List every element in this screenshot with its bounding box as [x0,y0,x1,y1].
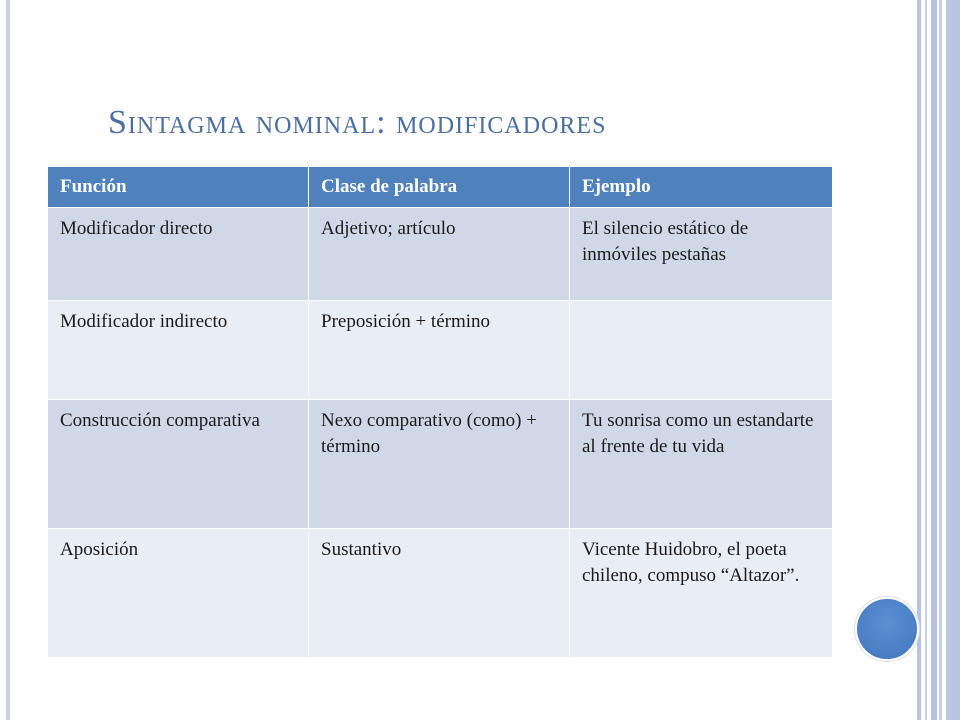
header-ejemplo: Ejemplo [570,167,833,208]
cell-clase: Preposición + término [309,301,570,400]
table-row [48,301,833,400]
decorative-stripe [925,0,927,720]
decorative-stripe [931,0,937,720]
header-clase-de-palabra: Clase de palabra [309,167,570,208]
decorative-stripe [917,0,921,720]
cell-ejemplo [570,301,833,400]
cell-clase: Sustantivo [309,529,570,658]
cell-funcion: Construcción comparativa [48,400,309,529]
cell-clase: Nexo comparativo (como) + término [309,400,570,529]
cell-clase: Adjetivo; artículo [309,208,570,301]
table-row [48,529,833,658]
slide-title: Sintagma nominal: modificadores [108,104,607,141]
decorative-stripe [946,0,960,720]
table-row [48,208,833,301]
decorative-circle-icon [855,597,919,661]
table-header-row [48,167,833,208]
cell-ejemplo: Vicente Huidobro, el poeta chileno, compuso “Altazor”. [570,529,833,658]
cell-funcion: Modificador indirecto [48,301,309,400]
header-funcion: Función [48,167,309,208]
cell-ejemplo: Tu sonrisa como un estandarte al frente de tu vida [570,400,833,529]
left-frame-line [6,0,10,720]
modifiers-table [47,166,833,658]
table-row [48,400,833,529]
cell-ejemplo: El silencio estático de inmóviles pestañas [570,208,833,301]
cell-funcion: Aposición [48,529,309,658]
decorative-stripe [939,0,942,720]
cell-funcion: Modificador directo [48,208,309,301]
